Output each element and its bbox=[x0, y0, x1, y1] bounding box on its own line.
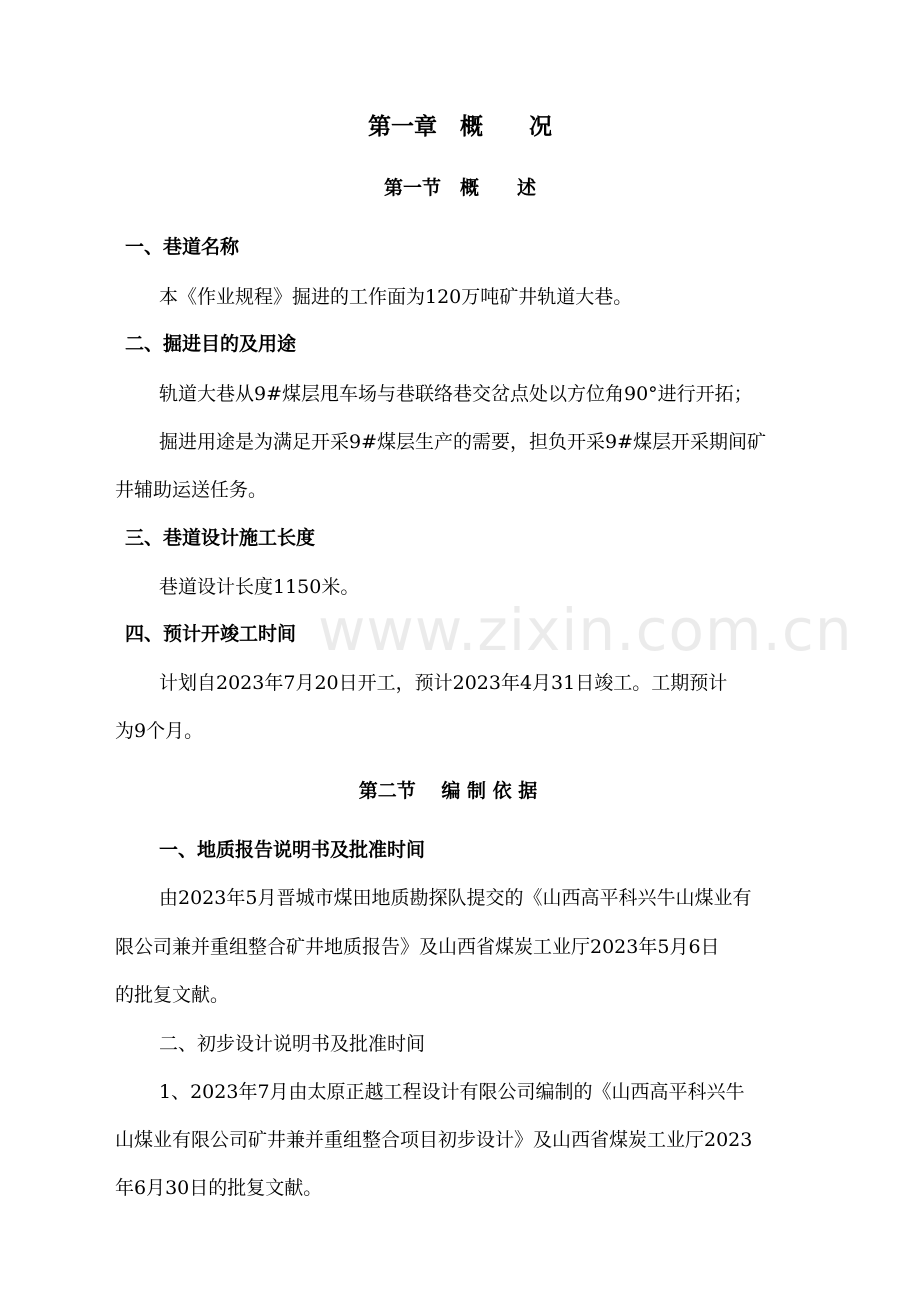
paragraph-geology-line1: 由2023年5月晋城市煤田地质勘探队提交的《山西高平科兴牛山煤业有 bbox=[159, 887, 752, 909]
section-title-2: 第二节 编 制 依 据 bbox=[358, 780, 538, 802]
heading-schedule: 四、预计开竣工时间 bbox=[125, 623, 297, 645]
paragraph-roadway-name: 本《作业规程》掘进的工作面为120万吨矿井轨道大巷。 bbox=[159, 286, 633, 308]
paragraph-purpose-line1: 轨道大巷从9#煤层甩车场与巷联络巷交岔点处以方位角90°进行开拓； bbox=[159, 383, 753, 405]
heading-preliminary-design: 二、初步设计说明书及批准时间 bbox=[159, 1033, 426, 1055]
paragraph-design-line2: 山煤业有限公司矿井兼并重组整合项目初步设计》及山西省煤炭工业厅2023 bbox=[115, 1129, 753, 1151]
watermark-text: www.zixin.com.cn bbox=[318, 596, 853, 664]
paragraph-geology-line2: 限公司兼并重组整合矿井地质报告》及山西省煤炭工业厅2023年5月6日 bbox=[115, 936, 720, 958]
heading-design-length: 三、巷道设计施工长度 bbox=[125, 527, 316, 549]
chapter-title: 第一章 概 况 bbox=[368, 113, 552, 140]
paragraph-schedule-line2: 为9个月。 bbox=[115, 720, 204, 742]
heading-roadway-name: 一、巷道名称 bbox=[125, 236, 240, 258]
heading-geology-report: 一、地质报告说明书及批准时间 bbox=[159, 839, 426, 861]
paragraph-schedule-line1: 计划自2023年7月20日开工，预计2023年4月31日竣工。工期预计 bbox=[159, 672, 728, 694]
paragraph-purpose-line3: 井辅助运送任务。 bbox=[115, 479, 268, 501]
heading-purpose: 二、掘进目的及用途 bbox=[125, 333, 297, 355]
paragraph-design-line3: 年6月30日的批复文献。 bbox=[115, 1177, 323, 1199]
section-title-1: 第一节 概 述 bbox=[383, 177, 536, 199]
paragraph-design-length: 巷道设计长度1150米。 bbox=[159, 576, 360, 598]
paragraph-purpose-line2: 掘进用途是为满足开采9#煤层生产的需要，担负开采9#煤层开采期间矿 bbox=[159, 431, 767, 453]
paragraph-design-line1: 1、2023年7月由太原正越工程设计有限公司编制的《山西高平科兴牛 bbox=[159, 1081, 745, 1103]
paragraph-geology-line3: 的批复文献。 bbox=[115, 984, 230, 1006]
